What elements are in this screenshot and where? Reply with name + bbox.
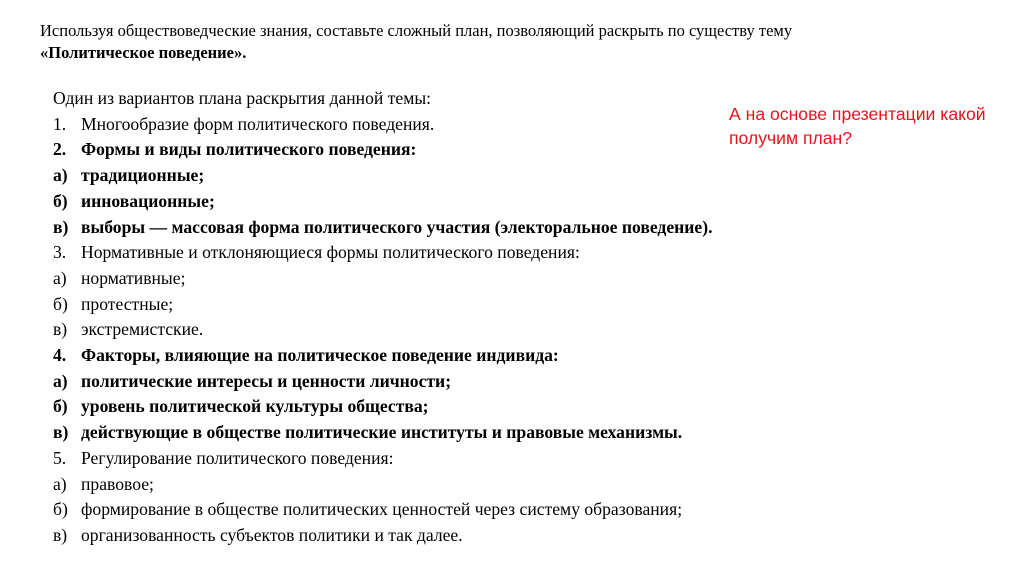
plan-item bbox=[53, 163, 953, 189]
plan-item bbox=[53, 420, 953, 446]
plan-item-marker: б) bbox=[53, 396, 68, 417]
plan-item-text: действующие в обществе политические институты и правовые механизмы. bbox=[81, 422, 683, 443]
plan-item bbox=[53, 472, 953, 498]
plan-item-marker: б) bbox=[53, 190, 68, 211]
plan-intro: Один из вариантов плана раскрытия данной темы: bbox=[53, 88, 432, 108]
plan-item bbox=[53, 189, 953, 215]
plan-item-text: инновационные; bbox=[81, 190, 215, 211]
plan-item bbox=[53, 369, 953, 395]
plan-item bbox=[53, 292, 953, 318]
plan-item-text: протестные; bbox=[81, 293, 174, 314]
plan-item bbox=[53, 317, 953, 343]
plan-items bbox=[53, 112, 953, 549]
task-instruction: Используя обществоведческие знания, составьте сложный план, позволяющий раскрыть по существу тему bbox=[40, 21, 793, 40]
plan-item-text: нормативные; bbox=[81, 267, 186, 288]
plan-item-marker: 4. bbox=[53, 345, 67, 366]
plan-item-marker: а) bbox=[53, 473, 67, 494]
plan-item-marker: 2. bbox=[53, 139, 67, 160]
plan-item-text: Нормативные и отклоняющиеся формы политического поведения: bbox=[81, 242, 580, 263]
plan-item-marker: в) bbox=[53, 319, 68, 340]
task-statement bbox=[40, 20, 1000, 64]
plan-item-marker: а) bbox=[53, 267, 67, 288]
plan-item bbox=[53, 394, 953, 420]
plan-block bbox=[53, 86, 953, 549]
plan-item bbox=[53, 266, 953, 292]
plan-item-marker: 5. bbox=[53, 447, 67, 468]
plan-item-marker: б) bbox=[53, 293, 68, 314]
plan-item-text: формирование в обществе политических ценностей через систему образования; bbox=[81, 499, 683, 520]
plan-item-text: выборы — массовая форма политического участия (электоральное поведение). bbox=[81, 216, 713, 237]
plan-item bbox=[53, 240, 953, 266]
plan-item-marker: в) bbox=[53, 216, 69, 237]
plan-item-text: уровень политической культуры общества; bbox=[81, 396, 429, 417]
plan-item-marker: а) bbox=[53, 165, 68, 186]
plan-item-marker: а) bbox=[53, 370, 68, 391]
plan-item-marker: б) bbox=[53, 499, 68, 520]
plan-item-text: политические интересы и ценности личности; bbox=[81, 370, 452, 391]
plan-item-marker: в) bbox=[53, 422, 69, 443]
plan-item-text: традиционные; bbox=[81, 165, 205, 186]
plan-item-text: Многообразие форм политического поведения. bbox=[81, 113, 435, 134]
plan-item bbox=[53, 497, 953, 523]
plan-item-text: экстремистские. bbox=[81, 319, 204, 340]
plan-item bbox=[53, 446, 953, 472]
plan-item-marker: 3. bbox=[53, 242, 67, 263]
plan-item-marker: в) bbox=[53, 524, 68, 545]
plan-item bbox=[53, 215, 953, 241]
plan-item-marker: 1. bbox=[53, 113, 67, 134]
plan-item-text: правовое; bbox=[81, 473, 154, 494]
plan-item-text: организованность субъектов политики и так далее. bbox=[81, 524, 463, 545]
plan-item-text: Регулирование политического поведения: bbox=[81, 447, 394, 468]
task-topic: «Политическое поведение». bbox=[40, 43, 247, 62]
plan-item-text: Формы и виды политического поведения: bbox=[81, 139, 417, 160]
plan-item-text: Факторы, влияющие на политическое поведение индивида: bbox=[81, 345, 559, 366]
plan-item bbox=[53, 343, 953, 369]
plan-item bbox=[53, 523, 953, 549]
question-note: А на основе презентации какой получим план? bbox=[729, 104, 986, 148]
